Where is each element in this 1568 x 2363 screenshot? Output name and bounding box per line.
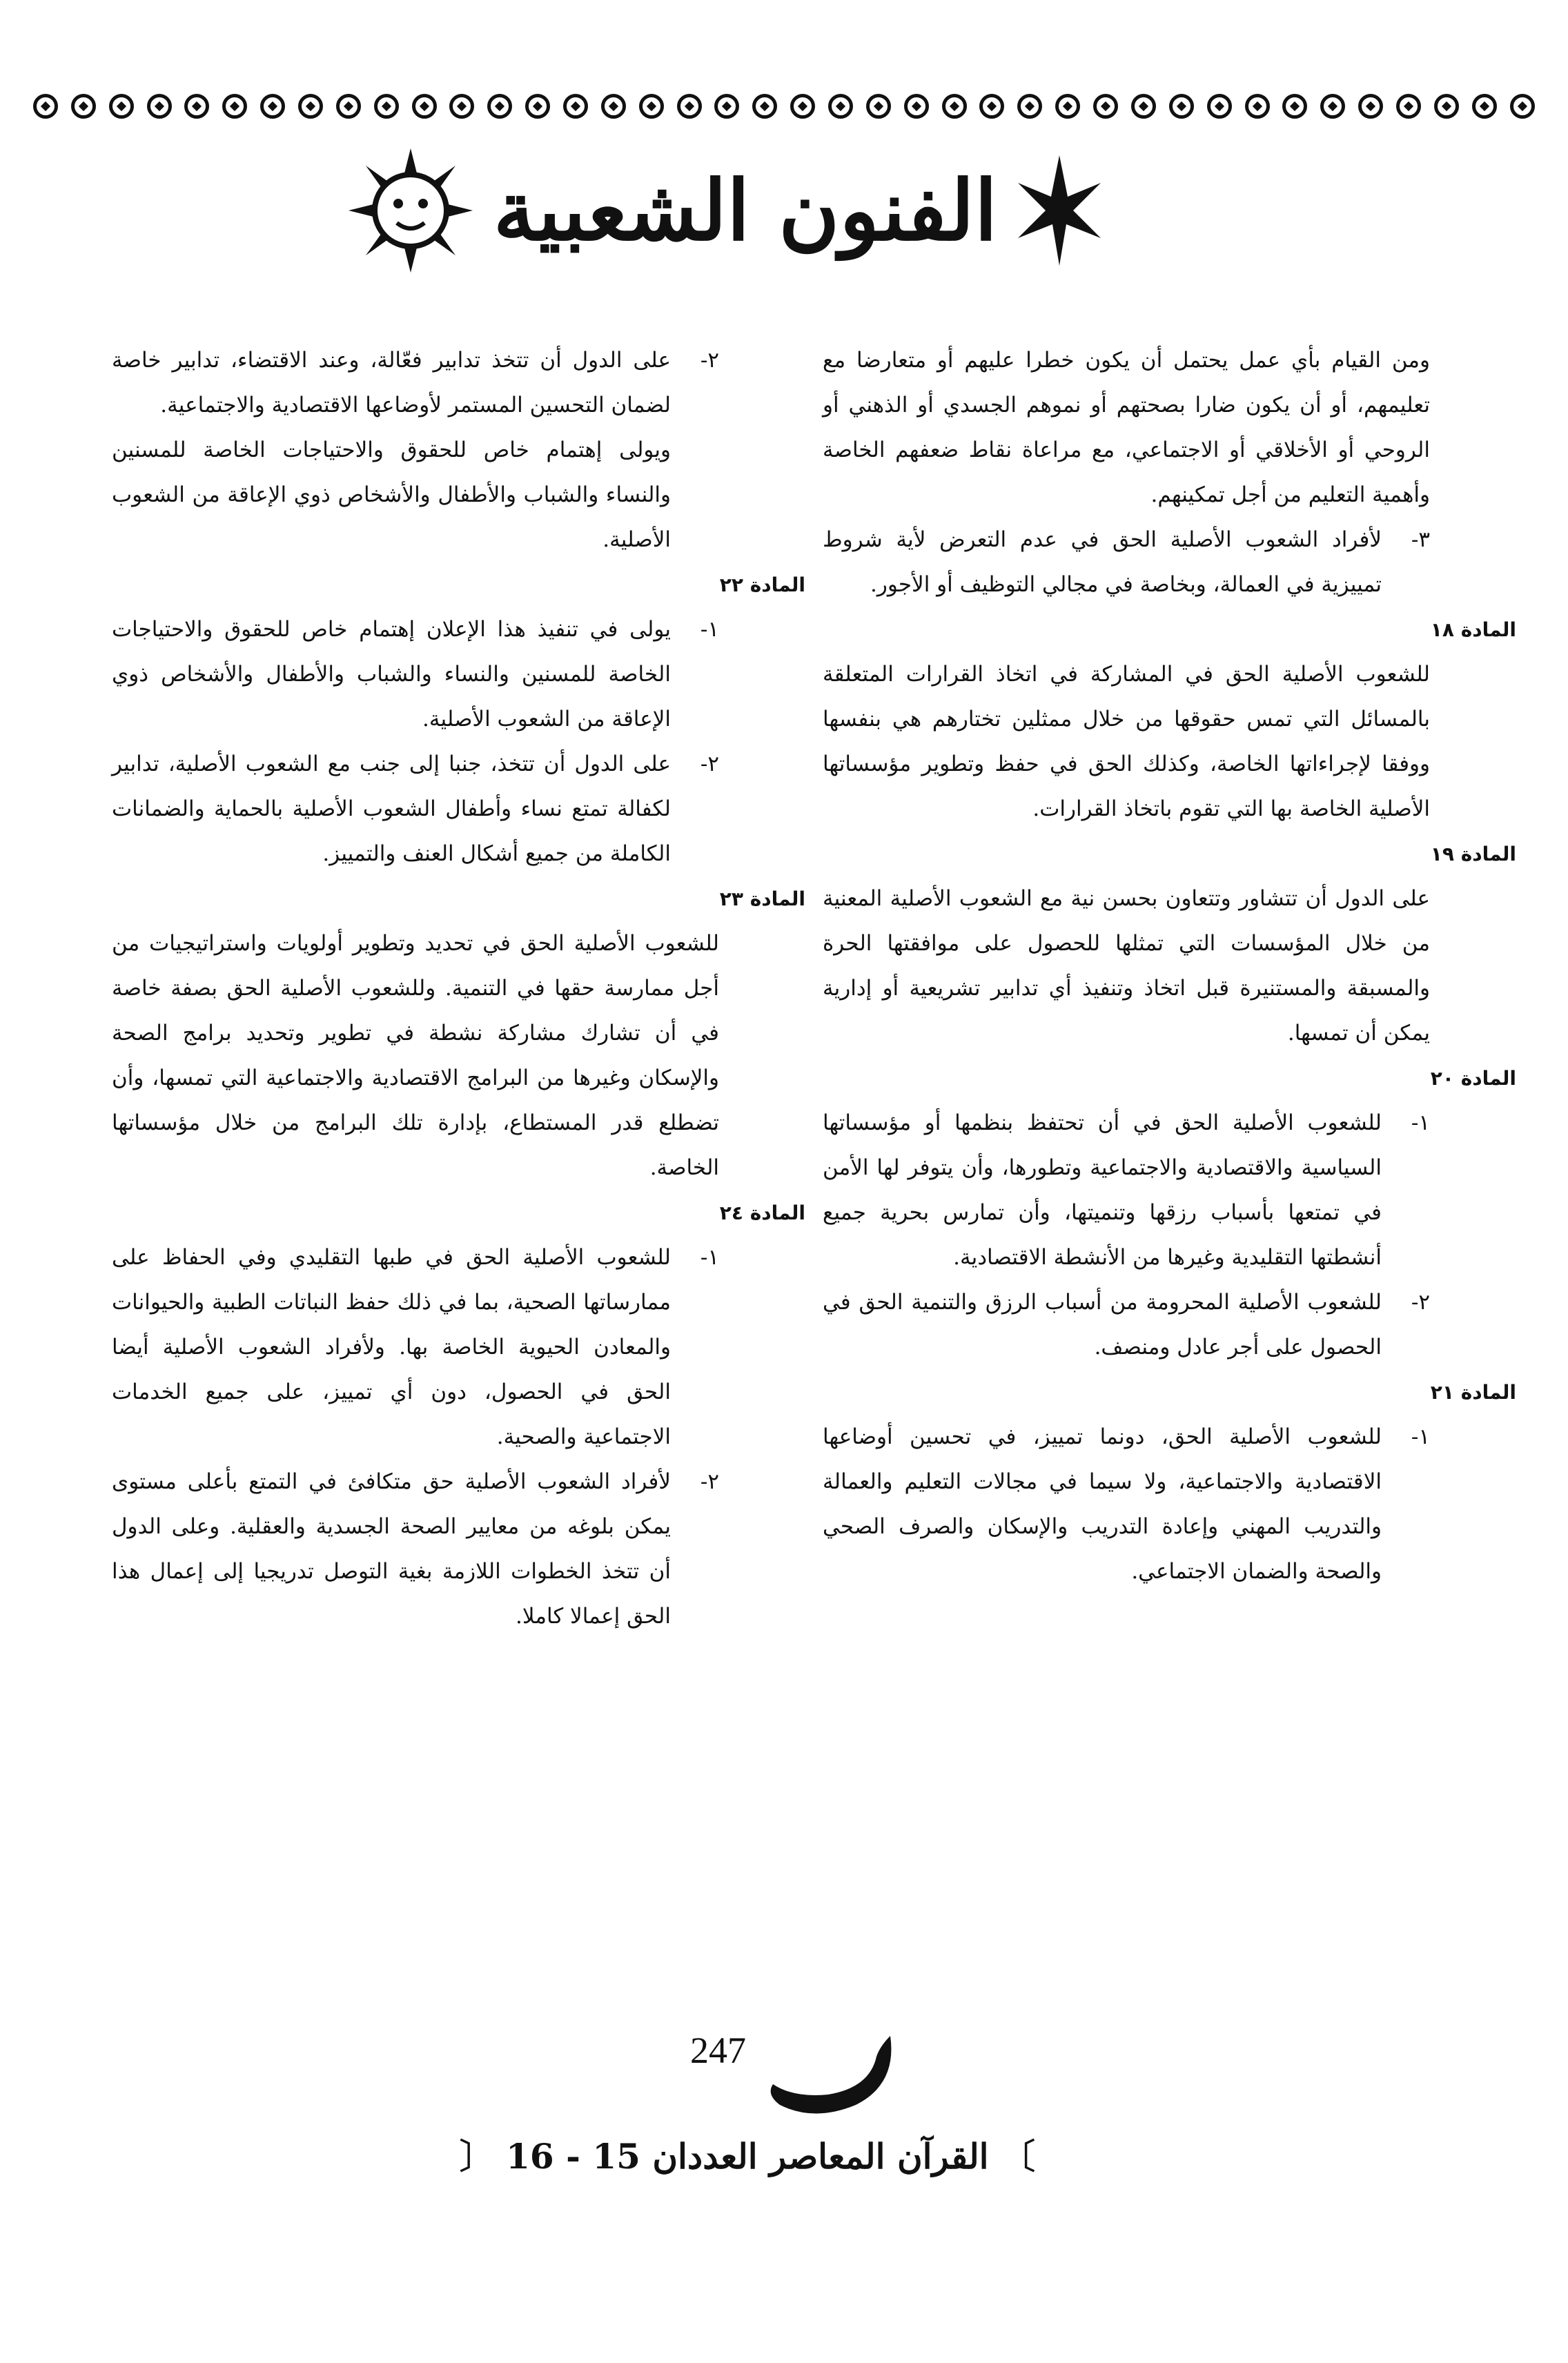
paragraph: ومن القيام بأي عمل يحتمل أن يكون خطرا عليهم أو متعارضا مع تعليمهم، أو أن يكون ضارا بصحتهم أو نموهم الجسدي أو الذهني أو الروحي أو الأخلاقي أو الاجتماعي، مع مراعاة نقاط ضعفهم الخاصة وأهمية التعليم من أجل تمكينهم. bbox=[823, 348, 1430, 507]
list-item bbox=[823, 1280, 1430, 1370]
footer-bracket-left: 〔 bbox=[459, 2136, 494, 2177]
item-text: لأفراد الشعوب الأصلية حق متكافئ في التمتع بأعلى مستوى يمكن بلوغه من معايير الصحة الجسدية والعقلية. وعلى الدول أن تتخذ الخطوات اللازمة بغية التوصل تدريجيا إلى إعمال هذا الحق إعمالا كاملا. bbox=[112, 1469, 671, 1629]
article-heading: المادة ٢٣ bbox=[719, 888, 805, 910]
item-text: على الدول أن تتخذ، جنبا إلى جنب مع الشعوب الأصلية، تدابير لكفالة تمتع نساء وأطفال الشعوب الأصلية بالحماية والضمانات الكاملة من جميع أشكال العنف والتمييز. bbox=[112, 752, 671, 866]
article-heading: المادة ١٩ bbox=[1430, 843, 1516, 865]
item-text: للشعوب الأصلية الحق في أن تحتفظ بنظمها أو مؤسساتها السياسية والاقتصادية والاجتماعية وتطورها، وأن يتوفر لها الأمن في تمتعها بأسباب رزقها وتنميتها، وأن تمارس بحرية جميع أنشطتها التقليدية وغيرها من الأنشطة الاقتصادية. bbox=[823, 1110, 1382, 1270]
paragraph: للشعوب الأصلية الحق في تحديد وتطوير أولويات واستراتيجيات من أجل ممارسة حقها في التنمية. وللشعوب الأصلية الحق بصفة خاصة في أن تشارك مشاركة نشطة في تطوير وتحديد برامج الصحة والإسكان وغيرها من البرامج الاقتصادية والاجتماعية التي تمسها، وأن تضطلع قدر المستطاع، بإدارة تلك البرامج من خلال مؤسساتها الخاصة. bbox=[112, 931, 719, 1180]
sun-face-icon bbox=[349, 148, 473, 273]
list-item bbox=[112, 742, 719, 876]
item-text: لأفراد الشعوب الأصلية الحق في عدم التعرض لأية شروط تمييزية في العمالة، وبخاصة في مجالي التوظيف أو الأجور. bbox=[823, 527, 1382, 597]
item-text: للشعوب الأصلية الحق، دونما تمييز، في تحسين أوضاعها الاقتصادية والاجتماعية، ولا سيما في مجالات التعليم والعمالة والتدريب المهني وإعادة التدريب والإسكان والصرف الصحي والصحة والضمان الاجتماعي. bbox=[823, 1424, 1382, 1584]
item-number: ٢- bbox=[700, 348, 719, 373]
list-item bbox=[112, 607, 719, 742]
item-text: للشعوب الأصلية الحق في طبها التقليدي وفي الحفاظ على ممارساتها الصحية، بما في ذلك حفظ النباتات الطبية والحيوانات والمعادن الحيوية الخاصة بها. ولأفراد الشعوب الأصلية أيضا الحق في الحصول، دون أي تمييز، على جميع الخدمات الاجتماعية والصحية. bbox=[112, 1245, 671, 1449]
paragraph: على الدول أن تتشاور وتتعاون بحسن نية مع الشعوب الأصلية المعنية من خلال المؤسسات التي تمثلها للحصول على موافقتها الحرة والمسبقة والمستنيرة قبل اتخاذ وتنفيذ أي تدابير تشريعية أو إدارية يمكن أن تمسها. bbox=[823, 886, 1430, 1046]
page-footer bbox=[459, 2029, 1049, 2222]
masthead bbox=[442, 131, 1008, 290]
item-number: ١- bbox=[700, 617, 719, 642]
magazine-title: الفنون الشعبية bbox=[493, 161, 998, 259]
publication-name: القرآن المعاصر bbox=[770, 2136, 989, 2177]
item-number: ١- bbox=[1411, 1424, 1430, 1449]
item-number: ٣- bbox=[1411, 527, 1430, 552]
issue-label: العددان 15 - 16 bbox=[506, 2136, 758, 2177]
footer-bracket-right: 〕 bbox=[1001, 2136, 1035, 2177]
item-number: ١- bbox=[1411, 1110, 1430, 1135]
article-heading: المادة ٢٢ bbox=[719, 573, 805, 596]
page-number: 247 bbox=[690, 2030, 746, 2071]
item-number: ٢- bbox=[700, 752, 719, 776]
list-item bbox=[112, 1460, 719, 1639]
item-text: على الدول أن تتخذ تدابير فعّالة، وعند الاقتضاء، تدابير خاصة لضمان التحسين المستمر لأوضاعها الاقتصادية والاجتماعية. bbox=[112, 348, 671, 418]
paragraph: للشعوب الأصلية الحق في المشاركة في اتخاذ القرارات المتعلقة بالمسائل التي تمس حقوقها من خلال ممثلين تختارهم هي بنفسها ووفقا لإجراءاتها الخاصة، وكذلك الحق في حفظ وتطوير مؤسساتها الأصلية الخاصة بها التي تقوم باتخاذ القرارات. bbox=[823, 662, 1430, 821]
list-item bbox=[823, 1101, 1430, 1280]
article-heading: المادة ٢٤ bbox=[719, 1202, 805, 1224]
footer-line bbox=[459, 2129, 1035, 2179]
paragraph: ويولى إهتمام خاص للحقوق والاحتياجات الخاصة للمسنين والنساء والشباب والأطفال والأشخاص ذوي الإعاقة من الشعوب الأصلية. bbox=[112, 438, 671, 552]
item-number: ٢- bbox=[700, 1469, 719, 1494]
item-number: ٢- bbox=[1411, 1290, 1430, 1315]
left-column bbox=[112, 338, 805, 1639]
article-heading: المادة ١٨ bbox=[1430, 618, 1516, 641]
list-item bbox=[112, 1235, 719, 1460]
ornamental-border bbox=[33, 81, 1535, 131]
article-heading: المادة ٢١ bbox=[1430, 1381, 1516, 1404]
item-text: يولى في تنفيذ هذا الإعلان إهتمام خاص للحقوق والاحتياجات الخاصة للمسنين والنساء والشباب والأطفال والأشخاص ذوي الإعاقة من الشعوب الأصلية. bbox=[112, 617, 671, 732]
list-item bbox=[112, 338, 719, 428]
star-burst-icon bbox=[1018, 155, 1101, 266]
article-heading: المادة ٢٠ bbox=[1430, 1067, 1516, 1090]
item-number: ١- bbox=[700, 1245, 719, 1270]
list-item bbox=[823, 1415, 1430, 1594]
right-column bbox=[823, 338, 1516, 1594]
swirl-ornament-icon bbox=[752, 2029, 904, 2126]
item-text: للشعوب الأصلية المحرومة من أسباب الرزق والتنمية الحق في الحصول على أجر عادل ومنصف. bbox=[823, 1290, 1382, 1360]
list-item bbox=[823, 518, 1430, 607]
